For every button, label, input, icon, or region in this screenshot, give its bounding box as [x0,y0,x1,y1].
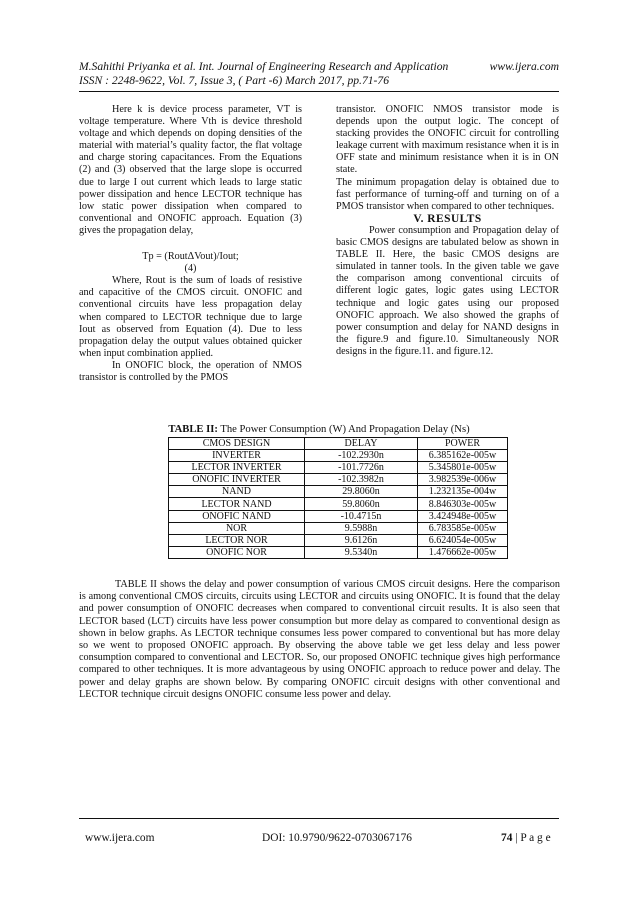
table-row [169,498,508,510]
header-rule [79,91,559,92]
results-table [168,437,508,559]
table-header-row [169,438,508,450]
table-caption-label: TABLE II: [168,424,218,435]
equation-number: (4) [184,263,197,275]
page-number: 74 [501,832,513,844]
table-cell: -102.2930n [305,450,418,462]
table-cell: NOR [169,522,305,534]
table-cell: -101.7726n [305,462,418,474]
table-cell: 9.5340n [305,546,418,558]
table-cell: ONOFIC INVERTER [169,474,305,486]
table-cell: ONOFIC NAND [169,510,305,522]
table-row [169,510,508,522]
table-row [169,486,508,498]
footer-website-link[interactable]: www.ijera.com [85,832,155,844]
table-cell: 6.783585e-005w [418,522,508,534]
discussion-section [79,579,560,701]
table-row [169,450,508,462]
page-number-label [501,832,551,844]
table-cell: 3.982539e-006w [418,474,508,486]
page-label: | P a g e [515,832,551,844]
table-header-cell: POWER [418,438,508,450]
table-cell: NAND [169,486,305,498]
table-cell: LECTOR NOR [169,534,305,546]
table-cell: 9.5988n [305,522,418,534]
table-cell: LECTOR INVERTER [169,462,305,474]
table-cell: 9.6126n [305,534,418,546]
right-paragraph-2: The minimum propagation delay is obtained due to fast performance of turning-off and turning on of a PMOS transistor when compared to other techniques. [336,176,559,212]
table-row [169,462,508,474]
table-cell: INVERTER [169,450,305,462]
table-cell: -102.3982n [305,474,418,486]
table-cell: 5.345801e-005w [418,462,508,474]
left-paragraph-3: In ONOFIC block, the operation of NMOS transistor is controlled by the PMOS [79,359,302,383]
right-column [336,104,559,358]
equation: Tp = (RoutΔVout)/Iout; [142,251,239,263]
section-heading-results: V. RESULTS [413,212,482,225]
table-cell: 59.8060n [305,498,418,510]
table-cell: 1.476662e-005w [418,546,508,558]
issn-line: ISSN : 2248-9622, Vol. 7, Issue 3, ( Part -6) March 2017, pp.71-76 [79,74,389,87]
footer-doi: DOI: 10.9790/9622-0703067176 [262,832,412,844]
table-row [169,474,508,486]
table-cell: LECTOR NAND [169,498,305,510]
discussion-paragraph: TABLE II shows the delay and power consumption of various CMOS circuit designs. Here the comparison is among conventional CMOS circuits, circuits using LECTOR and circuits using ONOFIC. It is found that the delay and power consumption of ONOFIC decreases when compared to conventional circuit results. It is also seen that LECTOR based (LCT) circuits have less power consumption but more delay as compared to conventional design as shown in below graphs. As LECTOR technique consumes less power compared to conventional but has more delay so we went to proposed ONOFIC approach. By observing the above table we get less delay and less power consumption compared to conventional and LECTOR. So, our proposed ONOFIC technique gives high performance compared to other techniques. It is more advantageous by using ONOFIC approach to reduce power and delay. The power and delay graphs are shown below. By comparing ONOFIC circuit designs with other conventional and LECTOR technique circuit designs ONOFIC consume less power and delay. [79,579,560,700]
table-caption [79,424,559,435]
table-header-cell: DELAY [305,438,418,450]
table-row [169,546,508,558]
table-row [169,534,508,546]
right-paragraph-3: Power consumption and Propagation delay of basic CMOS designs are tabulated below as shown in TABLE II. Here, the basic CMOS designs are simulated in tanner tools. In the given table we gave the comparison among conventional circuits of different logic gates, logic gates using LECTOR technique and logic gates using our proposed ONOFIC approach. We also showed the graphs of power consumption and delay for NAND designs in the figure.9 and figure.10. Simultaneously NOR designs in the figure.11. and figure.12. [336,224,559,357]
table-cell: 1.232135e-004w [418,486,508,498]
table-cell: 6.385162e-005w [418,450,508,462]
footer-rule [79,818,559,819]
table-cell: 29.8060n [305,486,418,498]
table-caption-text: The Power Consumption (W) And Propagation Delay (Ns) [220,424,470,435]
table-header-cell: CMOS DESIGN [169,438,305,450]
table-cell: -10.4715n [305,510,418,522]
left-paragraph-2: Where, Rout is the sum of loads of resistive and capacitive of the CMOS circuit. ONOFIC and conventional circuits have less propagation delay when compared to LECTOR technique due to large Iout as observed from Equation (4). Due to less propagation delay the output values obtained quicker when input combination applied. [79,275,302,359]
table-row [169,522,508,534]
table-cell: 3.424948e-005w [418,510,508,522]
left-paragraph-1: Here k is device process parameter, VT is voltage temperature. Where Vth is device threshold voltage and which depends on doping densities of the material with material’s quality factor, the flat voltage and charge storing capacitances. From the Equations (2) and (3) observed that the large slope is occurred due to large I out current which leads to large static power dissipation and hence LECTOR technique has low static power dissipation when compared to conventional and ONOFIC approach. Equation (3) gives the propagation delay, [79,104,302,236]
table-cell: ONOFIC NOR [169,546,305,558]
header-website-link[interactable]: www.ijera.com [489,60,559,73]
journal-citation: M.Sahithi Priyanka et al. Int. Journal of Engineering Research and Application [79,60,449,73]
right-paragraph-1: transistor. ONOFIC NMOS transistor mode is depends upon the output logic. The concept of stacking provides the ONOFIC circuit for controlling leakage current with maximum resistance when it is in OFF state and minimum resistance when it is in ON state. [336,104,559,176]
left-column [79,104,302,384]
page-header [79,60,559,88]
table-cell: 8.846303e-005w [418,498,508,510]
table-cell: 6.624054e-005w [418,534,508,546]
